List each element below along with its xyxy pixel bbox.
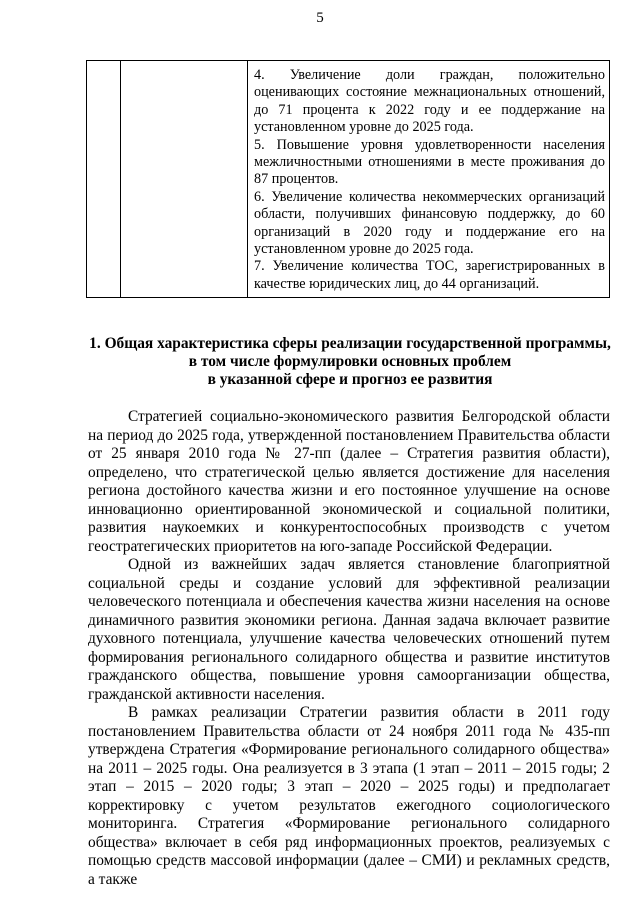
table-cell-indicators: [248, 61, 610, 298]
section-title: [80, 335, 620, 389]
indicator-item-4: 4. Увеличение доли граждан, положительно оценивающих состояние межнациональных отношений, до 71 процента к 2022 году и ее поддержание на установленном уровне до 2025 года.: [254, 67, 605, 136]
indicator-item-7: 7. Увеличение количества ТОС, зарегистрированных в качестве юридических лиц, до 44 организаций.: [254, 258, 605, 292]
paragraph-1: Стратегией социально-экономического развития Белгородской области на период до 2025 года, утвержденной постановлением Правительства области от 25 января 2010 года № 27-пп (далее – Стратегия развития области), определено, что стратегической целью является достижение для населения региона достойного качества жизни и его постоянное улучшение на основе инновационно ориентированной экономической и социальной политики, развития наукоемких и конкурентоспособных производств с учетом геостратегических приоритетов на юго-западе Российской Федерации.: [88, 408, 610, 555]
indicator-item-6: 6. Увеличение количества некоммерческих организаций области, получивших финансовую поддержку, до 60 организаций в 2020 году и поддержание его на установленном уровне до 2025 года.: [254, 188, 605, 258]
section-body: [88, 408, 610, 889]
paragraph-3: В рамках реализации Стратегии развития области в 2011 году постановлением Правительства области от 24 ноября 2011 года № 435-пп утверждена Стратегия «Формирование регионального солидарного общества» на 2011 – 2025 годы. Она реализуется в 3 этапа (1 этап – 2011 – 2015 годы; 2 этап – 2015 – 2020 годы; 3 этап – 2020 – 2025 годы) и предполагает корректировку с учетом результатов ежегодного социологического мониторинга. Стратегия «Формирование регионального солидарного общества» включает в себя ряд информационных проектов, реализуемых с помощью средств массовой информации (далее – СМИ) и рекламных средств, а также: [88, 704, 610, 888]
page-number: 5: [316, 10, 324, 26]
table-cell-empty-2: [121, 61, 248, 298]
section-title-line-1: 1. Общая характеристика сферы реализации государственной программы,: [89, 335, 611, 352]
indicators-table: [86, 60, 610, 298]
table-cell-empty-1: [87, 61, 121, 298]
table-row: [87, 61, 610, 298]
paragraph-2: Одной из важнейших задач является становление благоприятной социальной среды и создание условий для эффективной реализации человеческого потенциала и обеспечения качества жизни населения на основе динамичного развития экономики региона. Данная задача включает развитие духовного потенциала, улучшение качества человеческих отношений путем формирования регионального солидарного общества и развитие институтов гражданского общества, повышение уровня самоорганизации общества, гражданской активности населения.: [88, 556, 610, 703]
indicator-item-5: 5. Повышение уровня удовлетворенности населения межличностными отношениями в месте проживания до 87 процентов.: [254, 136, 605, 188]
section-title-line-2: в том числе формулировки основных проблем: [188, 353, 512, 370]
section-title-line-3: в указанной сфере и прогноз ее развития: [207, 371, 493, 388]
